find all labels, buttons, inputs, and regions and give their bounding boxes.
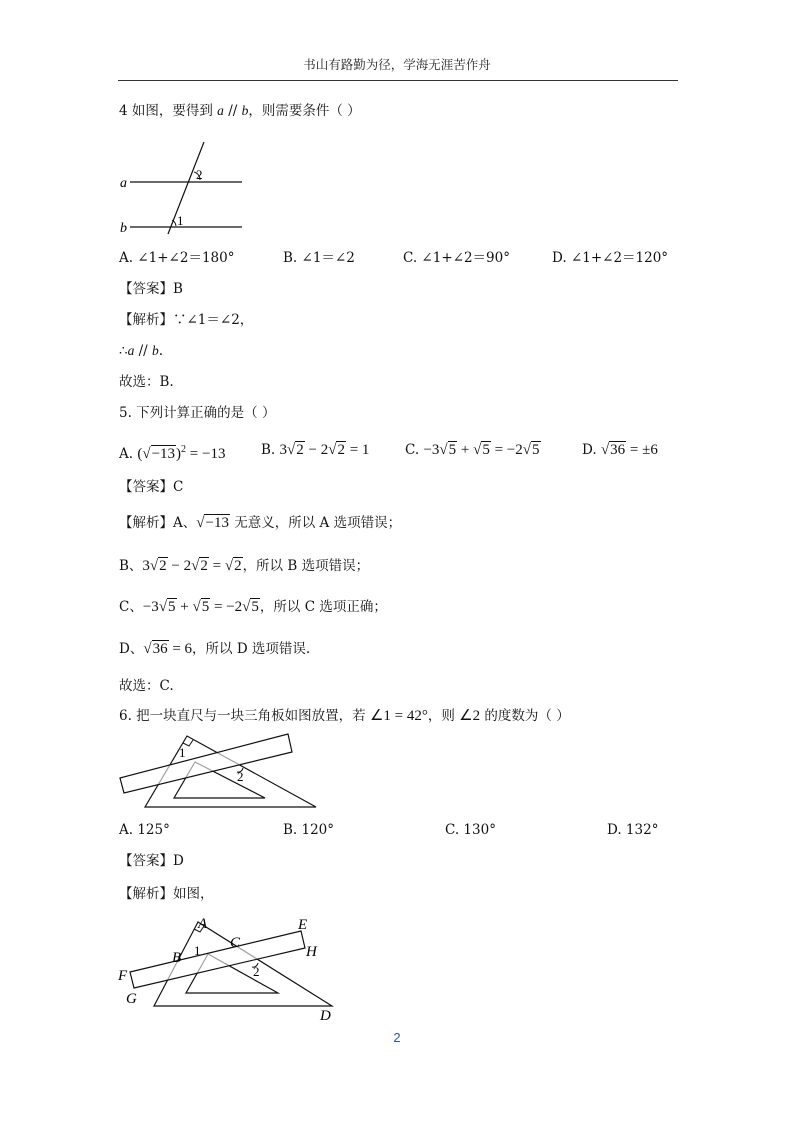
q6-label-1: 1 — [179, 745, 186, 760]
q6-stem-condition: ∠1 = 42° — [369, 708, 428, 724]
q5-b-rest: = 1 — [345, 442, 370, 458]
q5-stem: 5. 下列计算正确的是（ ） — [119, 405, 276, 421]
q4-analysis-1: 【解析】∵∠1＝∠2， — [119, 312, 254, 328]
q5-c-rad3: 5 — [532, 442, 540, 458]
q4-figure — [110, 138, 250, 238]
q6b-label-E: E — [298, 917, 308, 933]
q5-option-c-label: C. — [405, 442, 420, 458]
q6-answer: 【答案】D — [119, 853, 184, 869]
q5-an-b-prefix: B、 — [119, 558, 143, 574]
q5-an-a-expr: √−13 — [196, 515, 229, 531]
q4-label-2: 2 — [196, 167, 203, 182]
q6-analysis-figure — [112, 910, 342, 1025]
q5-a-radicand: −13 — [151, 446, 176, 462]
q5-an-c-coef1: −3 — [142, 599, 159, 615]
q6b-label-D: D — [320, 1008, 331, 1024]
q4-stem-a: a — [217, 103, 224, 118]
q6b-label-1: 1 — [194, 943, 201, 958]
q5-d-rest: = ±6 — [626, 442, 658, 458]
q5-an-d-eq: = 6 — [168, 641, 193, 657]
q4-answer: 【答案】B — [119, 281, 183, 297]
q4-option-b: B. ∠1＝∠2 — [283, 250, 355, 266]
q5-an-d-expr: √36 = 6 — [143, 641, 193, 657]
q4-analysis-period: . — [158, 343, 164, 359]
q5-a-paren-close: ) — [176, 446, 182, 462]
q5-choose: 故选：C. — [119, 678, 174, 694]
q6-option-a: A. 125° — [119, 822, 170, 838]
q5-an-b-eq: = — [208, 558, 225, 574]
q5-an-b-suffix: ，所以 B 选项错误； — [242, 558, 370, 574]
q6b-label-G: G — [126, 991, 137, 1007]
q5-c-coef1: −3 — [423, 442, 440, 458]
q6-label-2: 2 — [237, 769, 244, 784]
q6-stem-prefix: 6. 把一块直尺与一块三角板如图放置，若 — [119, 708, 370, 724]
q5-b-coef1: 3 — [279, 442, 288, 458]
q4-stem — [119, 102, 361, 120]
q4-label-a: a — [120, 176, 127, 191]
q5-b-mid: − 2 — [304, 442, 329, 458]
q6-stem — [119, 707, 570, 725]
q4-option-a: A. ∠1+∠2＝180° — [119, 250, 235, 266]
q5-option-c-expr: −3√5 + √5 = −2√5 — [423, 442, 540, 458]
q5-option-d — [582, 441, 658, 459]
q6-option-c: C. 130° — [445, 822, 496, 838]
q5-a-exponent: 2 — [181, 444, 187, 455]
q6-stem-end: 的度数为（ ） — [480, 708, 570, 724]
q6b-label-F: F — [118, 968, 128, 984]
q5-answer: 【答案】C — [119, 479, 184, 495]
q5-c-mid: + — [457, 442, 474, 458]
q5-an-b-rad2: 2 — [200, 558, 208, 574]
q5-c-eq: = −2 — [490, 442, 523, 458]
q5-option-b-expr: 3√2 − 2√2 = 1 — [279, 442, 370, 458]
q5-analysis-d — [119, 640, 310, 658]
q5-d-rad1: 36 — [610, 442, 626, 458]
q5-a-rest: = −13 — [186, 446, 226, 462]
q6b-label-A: A — [198, 916, 208, 932]
q5-an-d-suffix: ，所以 D 选项错误. — [192, 641, 311, 657]
q6b-label-C: C — [230, 935, 241, 951]
q6-stem-ask: ∠2 — [459, 708, 481, 724]
q6b-ruler — [130, 931, 305, 988]
q6-option-b: B. 120° — [283, 822, 335, 838]
q6-analysis: 【解析】如图， — [119, 886, 214, 902]
q5-an-b-rad1: 2 — [159, 558, 167, 574]
q4-label-1: 1 — [177, 213, 184, 228]
q5-option-d-expr: √36 = ±6 — [600, 442, 658, 458]
q4-analysis-a: a — [127, 343, 135, 358]
q5-an-c-rad3: 5 — [251, 599, 259, 615]
q4-stem-parallel: // — [223, 103, 242, 119]
page-header-motto: 书山有路勤为径，学海无涯苦作舟 — [303, 57, 491, 72]
q5-option-a-label: A. — [119, 446, 134, 462]
q5-an-c-rad2: 5 — [201, 599, 210, 615]
q4-label-b: b — [120, 221, 127, 236]
q4-therefore: ∴ — [119, 343, 128, 359]
q6-stem-suffix: ，则 — [427, 708, 460, 724]
q6b-label-H: H — [306, 944, 317, 960]
q5-a-paren-open: ( — [137, 446, 143, 462]
q6-option-d: D. 132° — [607, 822, 659, 838]
q5-an-d-prefix: D、 — [119, 641, 144, 657]
q4-stem-prefix: 4 如图，要得到 — [119, 103, 218, 119]
q4-option-c: C. ∠1+∠2＝90° — [403, 250, 510, 266]
q5-an-c-rad1: 5 — [168, 599, 176, 615]
q5-an-a-suffix: 无意义，所以 A 选项错误； — [229, 515, 402, 531]
q6b-label-B: B — [172, 950, 182, 966]
q5-an-b-coef1: 3 — [142, 558, 150, 574]
q5-option-a-expr: $(√-13)^2 = -13$ — [137, 444, 226, 462]
q5-analysis-b — [119, 557, 369, 575]
q5-an-c-suffix: ，所以 C 选项正确； — [259, 599, 387, 615]
q5-an-b-mid: − 2 — [167, 558, 192, 574]
q4-stem-b: b — [241, 103, 249, 118]
q4-analysis-b: b — [152, 343, 159, 358]
q5-b-rad1: 2 — [296, 442, 304, 458]
q5-c-rad1: 5 — [448, 442, 457, 458]
q5-an-c-eq: = −2 — [210, 599, 243, 615]
q5-an-d-rad1: 36 — [152, 641, 168, 657]
q5-an-b-expr: 3√2 − 2√2 = √2 — [142, 558, 242, 574]
header-rule — [118, 80, 678, 81]
q5-an-a-prefix: 【解析】A、 — [119, 515, 197, 531]
q5-option-c — [405, 441, 541, 459]
q6b-label-2: 2 — [253, 964, 260, 979]
q5-option-b-label: B. — [261, 442, 276, 458]
q5-c-rad2: 5 — [482, 442, 490, 458]
q5-an-b-rad3: 2 — [234, 558, 242, 574]
q5-b-rad2: 2 — [337, 442, 345, 458]
q5-an-c-mid: + — [176, 599, 193, 615]
q4-stem-suffix: ，则需要条件（ ） — [248, 103, 361, 119]
q6-figure — [115, 730, 325, 812]
q5-option-a — [119, 441, 225, 463]
q4-option-d: D. ∠1+∠2＝120° — [552, 250, 669, 266]
q5-analysis-c — [119, 598, 387, 616]
q5-an-c-prefix: C、 — [119, 599, 143, 615]
q4-analysis-2 — [119, 342, 163, 360]
q5-an-c-expr: −3√5 + √5 = −2√5 — [142, 599, 259, 615]
q5-option-d-label: D. — [582, 442, 597, 458]
q4-choose: 故选：B. — [119, 374, 174, 390]
q4-transversal — [168, 142, 204, 234]
q4-analysis-parallel: // — [134, 343, 153, 359]
q5-an-a-rad: −13 — [205, 515, 229, 531]
q6-ruler — [120, 734, 292, 793]
page-number: 2 — [393, 1030, 401, 1045]
q5-analysis-a — [119, 514, 401, 532]
q5-option-b — [261, 441, 369, 459]
